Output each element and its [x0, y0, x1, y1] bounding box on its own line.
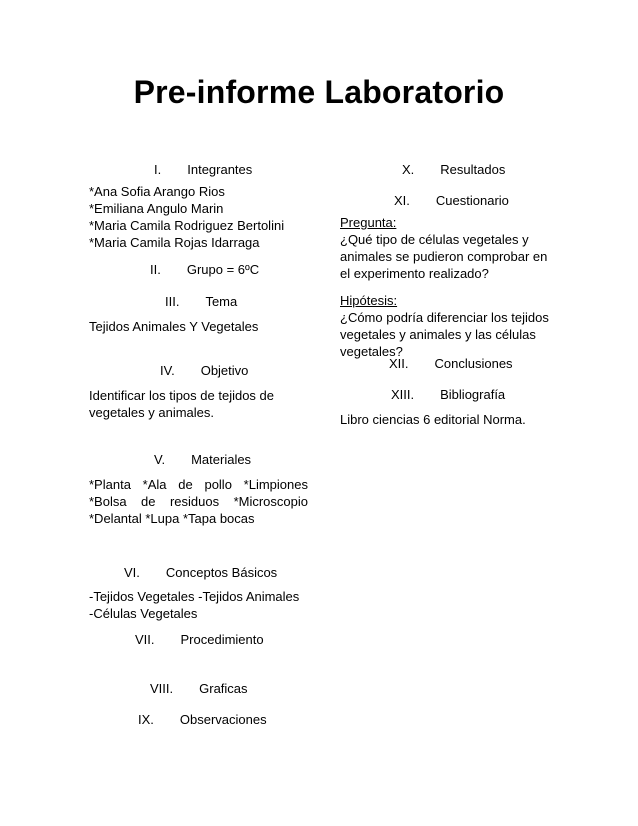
heading-number: VII.	[135, 632, 155, 647]
members-list	[89, 183, 309, 251]
heading-integrantes	[154, 162, 252, 177]
conceptos-list	[89, 588, 309, 622]
heading-label: Procedimiento	[180, 632, 264, 647]
heading-number: XII.	[389, 356, 409, 371]
member-item: *Maria Camila Rodriguez Bertolini	[89, 218, 285, 233]
text-line: *Bolsa de residuos *Microscopio	[89, 494, 308, 509]
text-line: -Tejidos Vegetales -Tejidos Animales	[89, 589, 300, 604]
text-line: el experimento realizado?	[340, 266, 489, 281]
heading-label: Bibliografía	[440, 387, 506, 402]
heading-number: VIII.	[150, 681, 174, 696]
objetivo-text	[89, 387, 309, 421]
heading-label: Observaciones	[179, 712, 267, 727]
heading-cuestionario	[394, 193, 509, 208]
pregunta-label: Pregunta:	[340, 215, 397, 230]
heading-resultados	[402, 162, 505, 177]
text-line: vegetales y animales.	[89, 405, 215, 420]
heading-label: Integrantes	[187, 162, 253, 177]
heading-number: XI.	[394, 193, 410, 208]
text-line: ¿Qué tipo de células vegetales y	[340, 232, 529, 247]
bibliografia-text: Libro ciencias 6 editorial Norma.	[340, 412, 526, 427]
heading-number: X.	[402, 162, 415, 177]
text-line: animales se pudieron comprobar en	[340, 249, 548, 264]
page-title: Pre-informe Laboratorio	[133, 74, 505, 110]
hipotesis-section	[340, 292, 552, 360]
heading-number: VI.	[124, 565, 140, 580]
heading-bibliografia	[391, 387, 505, 402]
heading-number: III.	[165, 294, 180, 309]
heading-objetivo	[160, 363, 248, 378]
pregunta-section	[340, 214, 552, 282]
hipotesis-label: Hipótesis:	[340, 293, 398, 308]
heading-number: II.	[150, 262, 161, 277]
member-item: *Emiliana Angulo Marin	[89, 201, 224, 216]
heading-label: Tema	[205, 294, 238, 309]
heading-observaciones	[138, 712, 267, 727]
heading-number: IV.	[160, 363, 175, 378]
member-item: *Maria Camila Rojas Idarraga	[89, 235, 260, 250]
text-line: *Delantal *Lupa *Tapa bocas	[89, 511, 255, 526]
heading-label: Conceptos Básicos	[165, 565, 278, 580]
heading-materiales	[154, 452, 251, 467]
text-line: ¿Cómo podría diferenciar los tejidos	[340, 310, 549, 325]
text-line: -Células Vegetales	[89, 606, 198, 621]
heading-number: IX.	[138, 712, 154, 727]
heading-graficas	[150, 681, 248, 696]
heading-label: Resultados	[440, 162, 506, 177]
text-line: vegetales y animales y las células	[340, 327, 536, 342]
member-item: *Ana Sofia Arango Rios	[89, 184, 225, 199]
heading-number: I.	[154, 162, 162, 177]
text-line: vegetales?	[340, 344, 403, 359]
tema-text: Tejidos Animales Y Vegetales	[89, 319, 259, 334]
heading-procedimiento	[135, 632, 264, 647]
heading-label: Conclusiones	[434, 356, 513, 371]
heading-tema	[165, 294, 237, 309]
text-line: Identificar los tipos de tejidos de	[89, 388, 274, 403]
heading-label: Cuestionario	[435, 193, 509, 208]
heading-label: Graficas	[199, 681, 248, 696]
heading-conclusiones	[389, 356, 513, 371]
text-line: *Planta *Ala de pollo *Limpiones	[89, 477, 308, 492]
heading-number: XIII.	[391, 387, 415, 402]
heading-number: V.	[154, 452, 166, 467]
heading-label: Materiales	[191, 452, 252, 467]
heading-conceptos	[124, 565, 277, 580]
heading-label: Objetivo	[200, 363, 249, 378]
materiales-list	[89, 476, 308, 527]
heading-grupo	[150, 262, 259, 277]
heading-label: Grupo = 6ºC	[186, 262, 260, 277]
